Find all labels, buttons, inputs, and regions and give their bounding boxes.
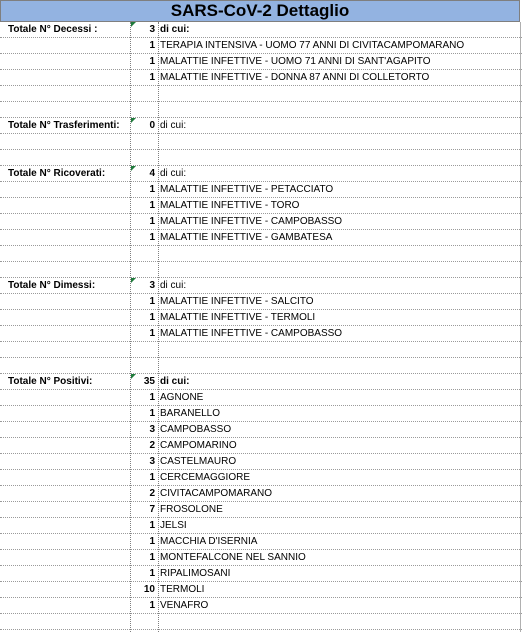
row-description: MALATTIE INFETTIVE - CAMPOBASSO xyxy=(160,328,343,339)
row-description: MALATTIE INFETTIVE - DONNA 87 ANNI DI COLLETORTO xyxy=(160,72,430,83)
section-subheading: di cui: xyxy=(160,168,187,179)
row-description: MONTEFALCONE NEL SANNIO xyxy=(160,552,306,563)
row-count: 1 xyxy=(149,408,155,419)
row-description: CIVITACAMPOMARANO xyxy=(160,488,273,499)
cell-note-marker xyxy=(131,118,136,123)
row-description: CASTELMAURO xyxy=(160,456,237,467)
row-description: CAMPOBASSO xyxy=(160,424,232,435)
row-count: 1 xyxy=(149,536,155,547)
section-label: Totale N° Ricoverati: xyxy=(8,168,106,179)
section-total: 4 xyxy=(149,168,155,179)
row-count: 1 xyxy=(149,40,155,51)
row-count: 1 xyxy=(149,520,155,531)
table-row xyxy=(0,38,522,54)
row-count: 1 xyxy=(149,72,155,83)
empty-row xyxy=(0,86,522,102)
empty-row xyxy=(0,342,522,358)
table-row xyxy=(0,454,522,470)
row-description: MALATTIE INFETTIVE - SALCITO xyxy=(160,296,314,307)
section-header-row xyxy=(0,278,522,294)
section-label: Totale N° Decessi : xyxy=(8,24,98,35)
section-total: 0 xyxy=(149,120,155,131)
empty-row xyxy=(0,614,522,630)
cell-note-marker xyxy=(131,374,136,379)
table-row xyxy=(0,310,522,326)
row-description: MACCHIA D'ISERNIA xyxy=(160,536,258,547)
section-header-row xyxy=(0,22,522,38)
row-count: 1 xyxy=(149,328,155,339)
sheet-title: SARS-CoV-2 Dettaglio xyxy=(0,0,520,22)
cell-note-marker xyxy=(131,166,136,171)
section-total: 3 xyxy=(149,24,155,35)
row-count: 1 xyxy=(149,296,155,307)
row-description: TERAPIA INTENSIVA - UOMO 77 ANNI DI CIVITACAMPOMARANO xyxy=(160,40,465,51)
section-label: Totale N° Positivi: xyxy=(8,376,93,387)
row-count: 3 xyxy=(149,456,155,467)
empty-row xyxy=(0,358,522,374)
row-count: 1 xyxy=(149,200,155,211)
table-row xyxy=(0,438,522,454)
row-count: 1 xyxy=(149,552,155,563)
table-row xyxy=(0,54,522,70)
row-description: FROSOLONE xyxy=(160,504,223,515)
table-row xyxy=(0,214,522,230)
row-count: 1 xyxy=(149,184,155,195)
row-description: BARANELLO xyxy=(160,408,221,419)
row-description: CAMPOMARINO xyxy=(160,440,237,451)
row-count: 7 xyxy=(149,504,155,515)
section-header-row xyxy=(0,166,522,182)
table-row xyxy=(0,486,522,502)
row-count: 10 xyxy=(143,584,155,595)
empty-row xyxy=(0,262,522,278)
table-row xyxy=(0,598,522,614)
row-description: MALATTIE INFETTIVE - PETACCIATO xyxy=(160,184,334,195)
row-description: MALATTIE INFETTIVE - TERMOLI xyxy=(160,312,316,323)
row-description: VENAFRO xyxy=(160,600,209,611)
table-row xyxy=(0,390,522,406)
cell-note-marker xyxy=(131,22,136,27)
empty-row xyxy=(0,102,522,118)
row-count: 1 xyxy=(149,472,155,483)
section-subheading: di cui: xyxy=(160,376,190,387)
cell-note-marker xyxy=(131,278,136,283)
table-row xyxy=(0,70,522,86)
empty-row xyxy=(0,246,522,262)
table-row xyxy=(0,470,522,486)
row-count: 1 xyxy=(149,56,155,67)
table-row xyxy=(0,422,522,438)
row-description: JELSI xyxy=(160,520,187,531)
row-count: 1 xyxy=(149,232,155,243)
row-description: MALATTIE INFETTIVE - TORO xyxy=(160,200,300,211)
row-description: AGNONE xyxy=(160,392,204,403)
section-total: 35 xyxy=(143,376,155,387)
table-row xyxy=(0,198,522,214)
empty-row xyxy=(0,134,522,150)
row-count: 1 xyxy=(149,216,155,227)
table-row xyxy=(0,502,522,518)
table-row xyxy=(0,182,522,198)
section-subheading: di cui: xyxy=(160,24,190,35)
section-label: Totale N° Dimessi: xyxy=(8,280,96,291)
row-count: 2 xyxy=(149,488,155,499)
table-row xyxy=(0,534,522,550)
empty-row xyxy=(0,150,522,166)
section-subheading: di cui: xyxy=(160,120,187,131)
row-description: TERMOLI xyxy=(160,584,205,595)
row-count: 1 xyxy=(149,392,155,403)
row-description: CERCEMAGGIORE xyxy=(160,472,251,483)
row-count: 2 xyxy=(149,440,155,451)
row-count: 1 xyxy=(149,312,155,323)
row-description: MALATTIE INFETTIVE - UOMO 71 ANNI DI SANT'AGAPITO xyxy=(160,56,431,67)
section-header-row xyxy=(0,374,522,390)
section-total: 3 xyxy=(149,280,155,291)
row-description: RIPALIMOSANI xyxy=(160,568,231,579)
table-row xyxy=(0,294,522,310)
section-header-row xyxy=(0,118,522,134)
table-row xyxy=(0,518,522,534)
row-description: MALATTIE INFETTIVE - GAMBATESA xyxy=(160,232,333,243)
table-row xyxy=(0,230,522,246)
row-count: 1 xyxy=(149,600,155,611)
table-row xyxy=(0,566,522,582)
table-row xyxy=(0,406,522,422)
row-count: 3 xyxy=(149,424,155,435)
table-row xyxy=(0,582,522,598)
section-subheading: di cui: xyxy=(160,280,187,291)
section-label: Totale N° Trasferimenti: xyxy=(8,120,120,131)
row-description: MALATTIE INFETTIVE - CAMPOBASSO xyxy=(160,216,343,227)
table-row xyxy=(0,550,522,566)
table-row xyxy=(0,326,522,342)
row-count: 1 xyxy=(149,568,155,579)
